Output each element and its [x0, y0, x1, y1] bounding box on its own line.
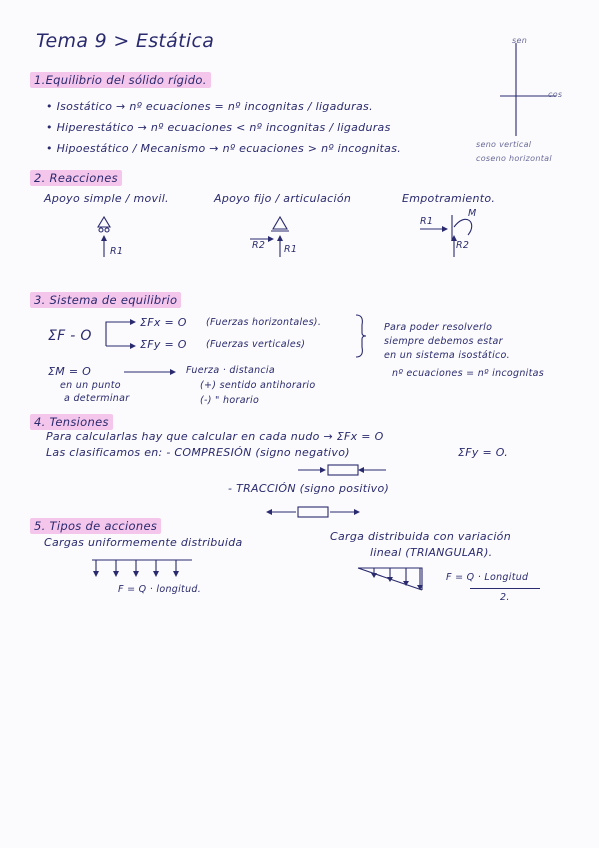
bullet-isostatico: • Isostático → nº ecuaciones = nº incognitas / ligaduras.	[46, 100, 373, 113]
section-2-heading: 2. Reacciones	[30, 170, 122, 186]
moment-positive: (+) sentido antihorario	[200, 380, 316, 391]
tensiones-line3: - TRACCIÓN (signo positivo)	[228, 482, 390, 495]
sum-fx-equation: ΣFx = O	[140, 316, 187, 329]
note-coseno-horizontal: coseno horizontal	[476, 154, 552, 163]
triangular-load-diagram	[356, 566, 426, 596]
tensiones-line1: Para calcularlas hay que calcular en cada nudo → ΣFx = O	[46, 430, 384, 443]
bullet-hiperestatico-text: Hiperestático → nº ecuaciones < nº incognitas / ligaduras	[56, 121, 391, 134]
traction-diagram	[264, 504, 362, 520]
apoyo-simple-label: Apoyo simple / movil.	[44, 192, 169, 205]
tensiones-line2: Las clasificamos en: - COMPRESIÓN (signo negativo)	[46, 446, 350, 459]
fraction-bar	[470, 588, 540, 589]
note-resolve-line4: nº ecuaciones = nº incognitas	[392, 368, 545, 379]
moment-point-line1: en un punto	[60, 380, 121, 391]
bullet-isostatico-text: Isostático → nº ecuaciones = nº incognitas / ligaduras.	[56, 100, 373, 113]
cos-axis-label: cos	[548, 90, 563, 99]
carga-triangular-label-line1: Carga distribuida con variación	[330, 530, 511, 543]
moment-definition: Fuerza · distancia	[186, 365, 275, 376]
empotramiento-diagram	[418, 205, 488, 260]
sum-fy-note: (Fuerzas verticales)	[206, 339, 306, 350]
note-resolve-line3: en un sistema isostático.	[384, 350, 510, 361]
triangular-load-denominator: 2.	[500, 592, 510, 603]
bullet-hipoestatico-text: Hipoestático / Mecanismo → nº ecuaciones > nº incognitas.	[56, 142, 402, 155]
section-5-heading: 5. Tipos de acciones	[30, 518, 161, 534]
uniform-load-diagram	[90, 558, 196, 580]
reaction-r1-fijo: R1	[284, 244, 298, 255]
sen-axis-label: sen	[512, 36, 528, 45]
reaction-r2-empotramiento: R2	[456, 240, 470, 251]
empotramiento-label: Empotramiento.	[402, 192, 496, 205]
apoyo-fijo-label: Apoyo fijo / articulación	[214, 192, 352, 205]
section-3-heading: 3. Sistema de equilibrio	[30, 292, 181, 308]
sum-fx-note: (Fuerzas horizontales).	[206, 317, 322, 328]
bullet-hiperestatico: • Hiperestático → nº ecuaciones < nº incognitas / ligaduras	[46, 121, 391, 134]
sum-f-equation: ΣF - O	[48, 328, 92, 344]
reaction-r2-fijo: R2	[252, 240, 266, 251]
carga-triangular-label-line2: lineal (TRIANGULAR).	[370, 546, 493, 559]
uniform-load-formula: F = Q · longitud.	[118, 584, 202, 595]
triangular-load-numerator: F = Q · Longitud	[446, 572, 529, 583]
compression-diagram	[296, 462, 388, 478]
right-brace	[354, 313, 368, 359]
reaction-r1-empotramiento: R1	[420, 216, 434, 227]
moment-negative: (-) " horario	[200, 395, 260, 406]
uniform-load-arrows	[93, 560, 179, 577]
sum-m-equation: ΣM = O	[48, 365, 92, 378]
moment-m: M	[468, 208, 477, 219]
moment-point-line2: a determinar	[64, 393, 130, 404]
page-title: Tema 9 > Estática	[36, 30, 215, 52]
note-resolve-line2: siempre debemos estar	[384, 336, 503, 347]
sum-fy-equation: ΣFy = O	[140, 338, 187, 351]
reaction-r1-simple: R1	[110, 246, 124, 257]
section-1-heading: 1.Equilibrio del sólido rígido.	[30, 72, 211, 88]
moment-arrow	[122, 366, 178, 378]
section-4-heading: 4. Tensiones	[30, 414, 113, 430]
sin-cos-axes-sketch	[498, 38, 558, 138]
note-resolve-line1: Para poder resolverlo	[384, 322, 493, 333]
note-seno-vertical: seno vertical	[476, 140, 532, 149]
tensiones-line1b: ΣFy = O.	[458, 446, 509, 459]
bracket-arrows	[96, 318, 140, 348]
carga-uniforme-label: Cargas uniformemente distribuida	[44, 536, 243, 549]
bullet-hipoestatico: • Hipoestático / Mecanismo → nº ecuaciones > nº incognitas.	[46, 142, 402, 155]
